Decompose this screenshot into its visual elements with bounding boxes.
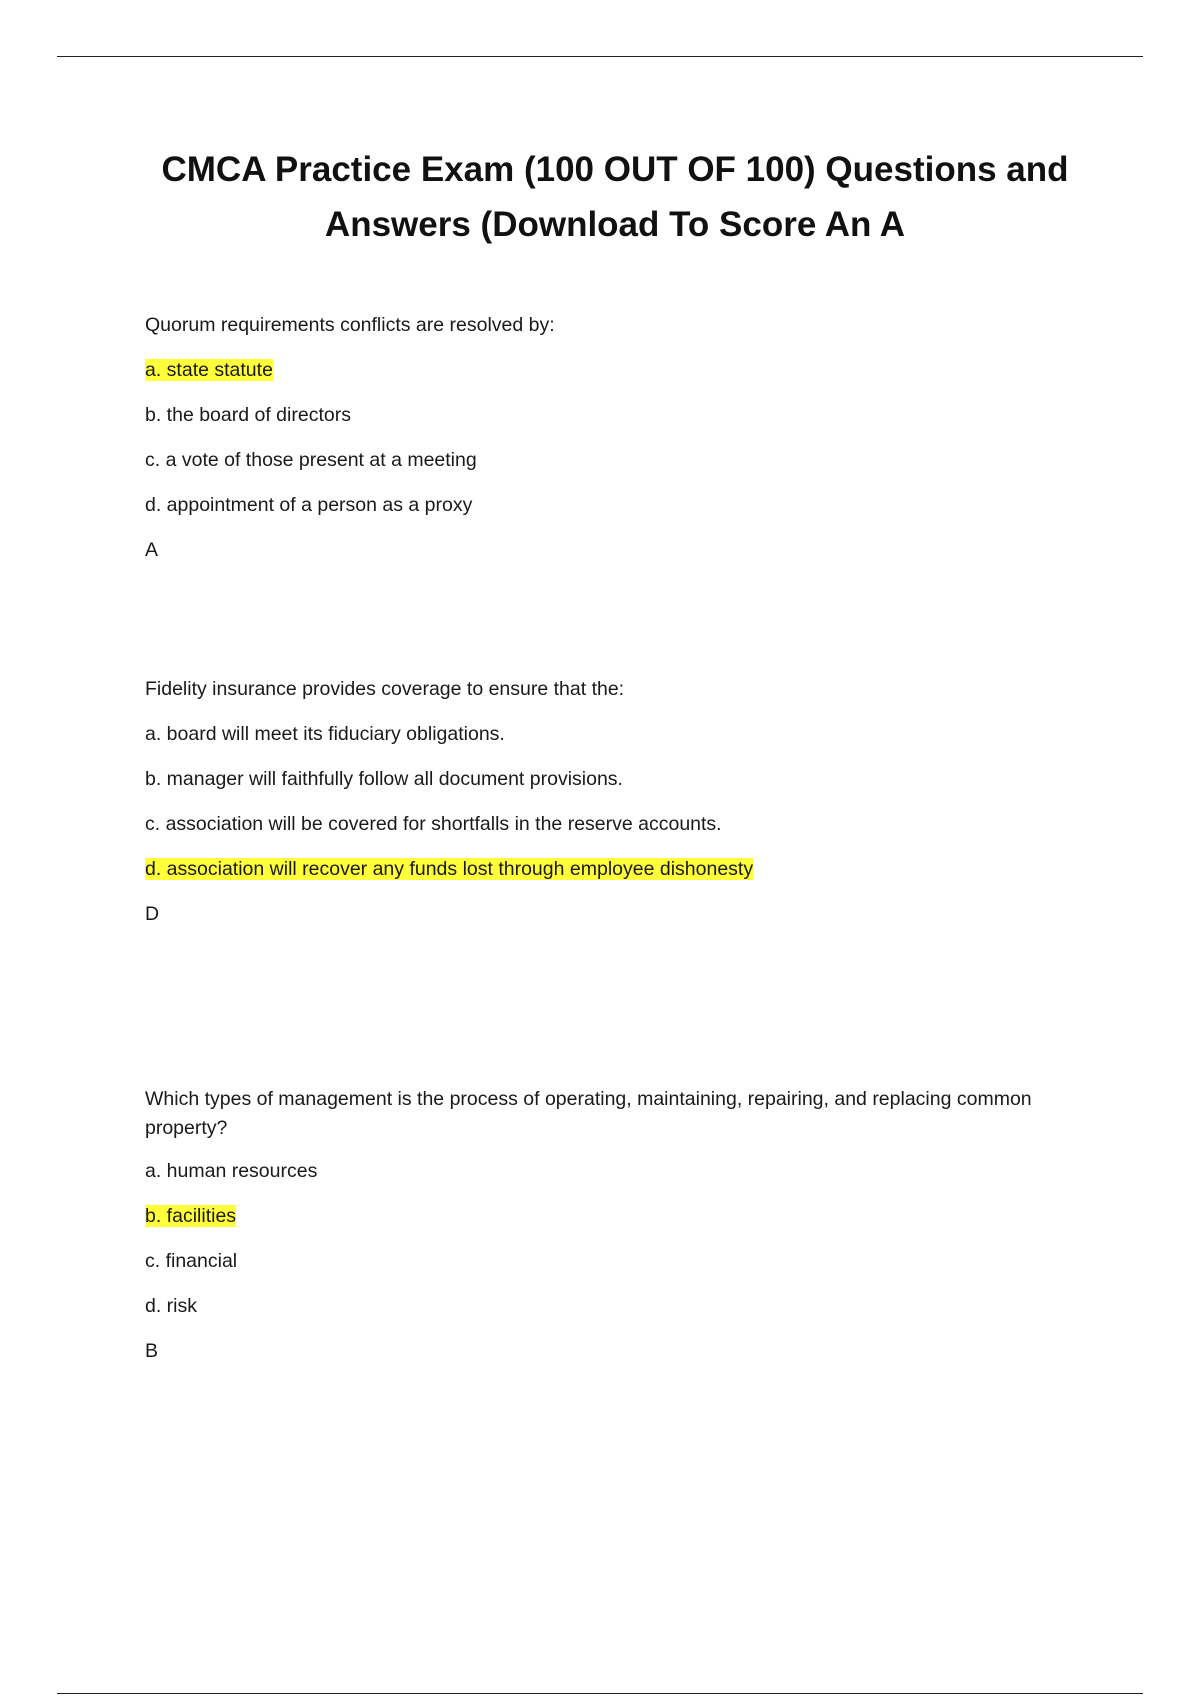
document-title: CMCA Practice Exam (100 OUT OF 100) Questions and Answers (Download To Score An A [161,150,1069,244]
option-d: d. appointment of a person as a proxy [145,494,473,516]
highlighted-option-label: a. state statute [145,359,273,381]
header-rule [57,56,1143,57]
question-text: Fidelity insurance provides coverage to ensure that the: [145,678,625,700]
answer-key: A [145,539,159,561]
question-text: Quorum requirements conflicts are resolved by: [145,314,555,336]
highlighted-option-label: d. association will recover any funds lost through employee dishonesty [145,858,754,880]
option-c: c. financial [145,1250,238,1272]
question-text: Which types of management is the process of operating, maintaining, repairing, and replacing common property? [145,1088,1032,1139]
option-b [145,1203,1085,1229]
footer-rule [57,1693,1143,1694]
question-1 [145,311,1085,563]
option-b: b. manager will faithfully follow all document provisions. [145,768,623,790]
option-a [145,357,1085,383]
option-c: c. association will be covered for shortfalls in the reserve accounts. [145,813,722,835]
option-b: b. the board of directors [145,404,351,426]
option-d: d. risk [145,1295,198,1317]
option-c: c. a vote of those present at a meeting [145,449,477,471]
answer-key: D [145,903,160,925]
question-2 [145,675,1085,927]
question-3 [145,1085,1085,1364]
option-a: a. human resources [145,1160,318,1182]
option-a: a. board will meet its fiduciary obligations. [145,723,505,745]
option-d [145,856,1085,882]
answer-key: B [145,1340,159,1362]
highlighted-option-label: b. facilities [145,1205,237,1227]
